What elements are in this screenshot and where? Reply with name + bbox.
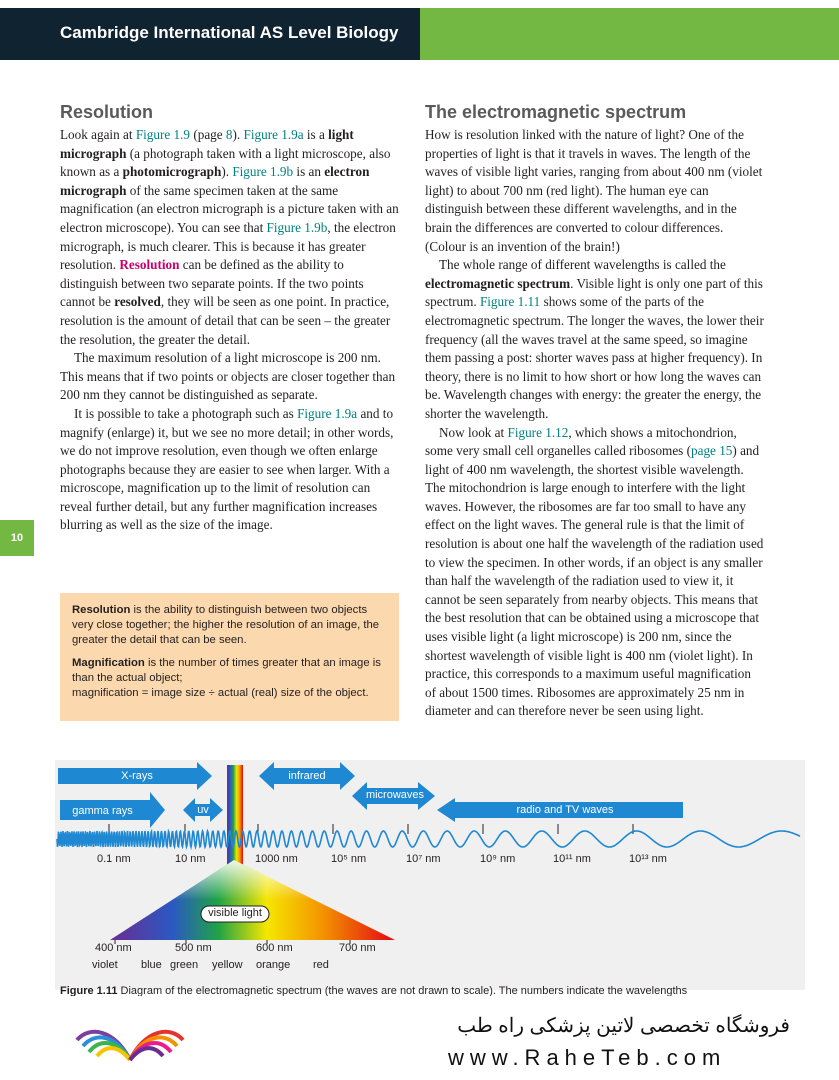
colour-label: violet	[92, 959, 118, 971]
magnification-definition	[72, 656, 389, 701]
tick-label: 1000 nm	[255, 853, 298, 865]
term: Magnification	[72, 657, 145, 669]
microwaves-label: microwaves	[365, 789, 425, 801]
visible-fan-overlay	[110, 860, 395, 940]
page-number: 10	[0, 520, 34, 556]
tick-label: 10⁵ nm	[331, 853, 367, 865]
spectrum-wave	[57, 831, 800, 847]
figure-link[interactable]: Figure 1.11	[479, 294, 541, 310]
header-green-band	[420, 8, 839, 60]
figure-link[interactable]: Figure 1.9b	[266, 219, 328, 235]
bold-term: photomicrograph	[122, 164, 222, 180]
definition-box	[60, 593, 399, 721]
paragraph: Look again at Figure 1.9 (page 8). Figure 1.9a is a light micrograph (a photograph taken with a light microscope, also known as a photomicrograph). Figure 1.9b is an electron micrograph of the same specimen taken at the same magnification (an electron micrograph is a picture taken with an electron microscope). You can see that Figure 1.9b, the electron micrograph, is much clearer. This is because it has greater resolution. Resolution can be defined as the ability to distinguish between two separate points. If the two points cannot be resolved, they will be seen as one point. In practice, resolution is the amount of detail that can be seen – the greater the resolution, the greater the detail.	[60, 127, 399, 347]
visible-ticks	[115, 940, 350, 944]
gamma-rays-label: gamma rays	[72, 805, 133, 817]
definition-text: is the number of times greater that an image is than the actual object;	[72, 657, 381, 684]
tick-label: 0.1 nm	[97, 853, 131, 865]
paragraph: How is resolution linked with the nature of light? One of the properties of light is that it travels in waves. The length of the waves of visible light varies, ranging from about 400 nm (violet light) to about 700 nm (red light). The human eye can distinguish between these different wavelengths, and in the brain the differences are converted to colour differences. (Colour is an invention of the brain!)	[425, 127, 763, 254]
definition-text: is the ability to distinguish between two objects very close together; the higher the resolution of an image, the greater the detail that can be seen.	[72, 604, 380, 646]
figure-link[interactable]: Figure 1.9b	[232, 164, 294, 180]
figure-link[interactable]: Figure 1.12	[507, 424, 569, 440]
resolution-heading: Resolution	[60, 102, 153, 122]
bold-term: electromagnetic spectrum	[425, 275, 571, 291]
tick-label: 10 nm	[175, 853, 206, 865]
colour-label: orange	[256, 959, 291, 971]
shop-name: فروشگاه تخصصی لاتین پزشکی راه طب	[457, 1015, 790, 1037]
radio-tv-label: radio and TV waves	[516, 804, 614, 816]
tick-label: 10¹¹ nm	[553, 853, 591, 865]
bold-term: light micrograph	[60, 127, 354, 161]
resolution-definition	[72, 603, 389, 648]
uv-label: uv	[197, 804, 209, 816]
magnification-formula: magnification = image size ÷ actual (real) size of the object.	[72, 687, 369, 699]
xrays-label: X-rays	[121, 770, 153, 782]
bold-term: resolved	[114, 294, 161, 310]
caption-label: Figure 1.11	[60, 985, 118, 996]
figure-caption	[60, 984, 800, 996]
tick-label: 10⁹ nm	[480, 853, 516, 865]
colour-label: blue	[141, 959, 162, 971]
bookshop-logo-icon	[75, 1010, 185, 1065]
paragraph: The whole range of different wavelengths is called the electromagnetic spectrum. Visible light is only one part of this spectrum. Figure 1.11 shows some of the parts of the electromagnetic spectrum. The longer the waves, the lower their frequency (all the waves travel at the same speed, so imagine them passing a post: shorter waves pass at higher frequency). In theory, there is no limit to how short or how long the waves can be. Wavelength changes with energy: the greater the energy, the shorter the wavelength.	[425, 257, 764, 421]
colour-label: green	[170, 959, 199, 971]
page-header	[0, 8, 839, 60]
figure-link[interactable]: Figure 1.9a	[297, 405, 358, 421]
figure-link[interactable]: Figure 1.9	[135, 127, 191, 142]
paragraph: Now look at Figure 1.12, which shows a mitochondrion, some very small cell organelles called ribosomes (page 15) and light of 400 nm wavelength, the shortest visible wavelength. The mitochondrion is large enough to interfere with the light waves. However, the ribosomes are far too small to have any effect on the light waves. The general rule is that the limit of resolution is about one half the wavelength of the radiation used to view the specimen. In other words, if an object is any smaller than half the wavelength of the radiation used to view it, it cannot be seen separately from nearby objects. This means that the best resolution that can be obtained using a microscope that uses visible light (a light microscope) is 200 nm, since the shortest wavelength of visible light is 400 nm (violet light). In practice, this corresponds to a maximum useful magnification of about 1500 times. Ribosomes are approximately 25 nm in diameter and can therefore never be seen using light.	[425, 424, 764, 719]
figure-link[interactable]: page 15	[691, 443, 733, 459]
left-column	[60, 100, 400, 535]
colour-label: yellow	[212, 959, 243, 971]
book-title: Cambridge International AS Level Biology	[60, 23, 399, 42]
wavelength-label: 400 nm	[95, 942, 132, 954]
right-column	[425, 100, 765, 721]
term: Resolution	[72, 604, 131, 616]
figure-link[interactable]: 8	[225, 127, 233, 142]
infrared-label: infrared	[288, 770, 326, 782]
colour-label: red	[313, 959, 329, 971]
tick-label: 10¹³ nm	[629, 853, 667, 865]
key-term: Resolution	[119, 257, 180, 273]
paragraph: The maximum resolution of a light microscope is 200 nm. This means that if two points or objects are closer together than 200 nm they cannot be distinguished as separate.	[60, 350, 396, 403]
wavelength-label: 700 nm	[339, 942, 376, 954]
em-spectrum-figure	[55, 760, 805, 990]
em-spectrum-heading: The electromagnetic spectrum	[425, 102, 687, 122]
visible-light-label: visible light	[208, 907, 262, 919]
wavelength-label: 600 nm	[256, 942, 293, 954]
wavelength-label: 500 nm	[175, 942, 212, 954]
bold-term: electron micrograph	[60, 164, 370, 198]
paragraph: It is possible to take a photograph such as Figure 1.9a and to magnify (enlarge) it, but we see no more detail; in other words, we do not improve resolution, even though we often enlarge photographs because they are easier to see when larger. With a microscope, magnification up to the limit of resolution can reveal further detail, but any further magnification increases blurring as well as the size of the image.	[60, 405, 394, 533]
tick-label: 10⁷ nm	[406, 853, 441, 865]
caption-text: Diagram of the electromagnetic spectrum (the waves are not drawn to scale). The numbers indicate the wavelengths	[117, 985, 688, 996]
figure-link[interactable]: Figure 1.9a	[243, 127, 304, 142]
shop-url[interactable]: www.RaheTeb.com	[448, 1045, 727, 1070]
spectrum-diagram	[55, 760, 805, 990]
